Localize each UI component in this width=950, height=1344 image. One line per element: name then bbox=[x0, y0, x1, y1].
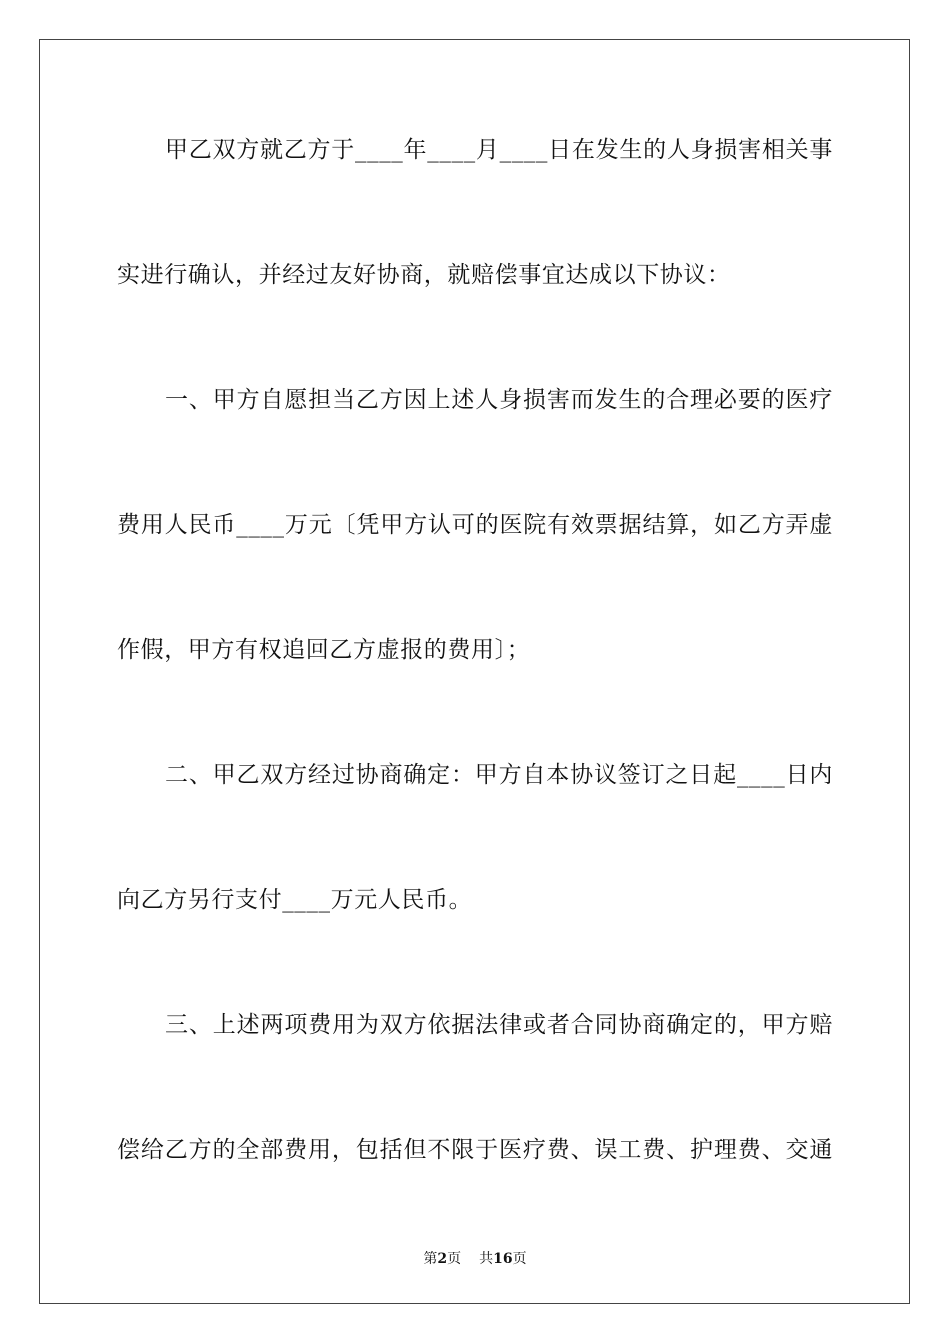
paragraph-1-line-1: 甲乙双方就乙方于____年____月____日在发生的人身损害相关事 bbox=[165, 137, 833, 163]
paragraph-2-line-3: 作假，甲方有权追回乙方虚报的费用〕； bbox=[117, 637, 531, 663]
paragraph-2-line-2: 费用人民币____万元〔凭甲方认可的医院有效票据结算，如乙方弄虚 bbox=[117, 512, 833, 538]
paragraph-2-line-1: 一、甲方自愿担当乙方因上述人身损害而发生的合理必要的医疗 bbox=[165, 387, 833, 413]
footer-total-number: 16 bbox=[493, 1251, 513, 1267]
paragraph-3-line-1: 二、甲乙双方经过协商确定：甲方自本协议签订之日起____日内 bbox=[165, 762, 833, 788]
footer-page-number: 2 bbox=[437, 1251, 448, 1267]
footer-total-suffix: 页 bbox=[512, 1251, 527, 1267]
paragraph-4-line-1: 三、上述两项费用为双方依据法律或者合同协商确定的，甲方赔 bbox=[165, 1012, 833, 1038]
page-border bbox=[39, 39, 910, 1304]
paragraph-3-line-2: 向乙方另行支付____万元人民币。 bbox=[117, 887, 473, 913]
footer-total-prefix: 共 bbox=[479, 1251, 494, 1267]
footer-page-suffix: 页 bbox=[447, 1251, 462, 1267]
paragraph-1-line-2: 实进行确认，并经过友好协商，就赔偿事宜达成以下协议： bbox=[117, 262, 731, 288]
footer-page-prefix: 第 bbox=[423, 1251, 438, 1267]
page-footer bbox=[0, 1248, 950, 1268]
paragraph-4-line-2: 偿给乙方的全部费用，包括但不限于医疗费、误工费、护理费、交通 bbox=[117, 1137, 833, 1163]
